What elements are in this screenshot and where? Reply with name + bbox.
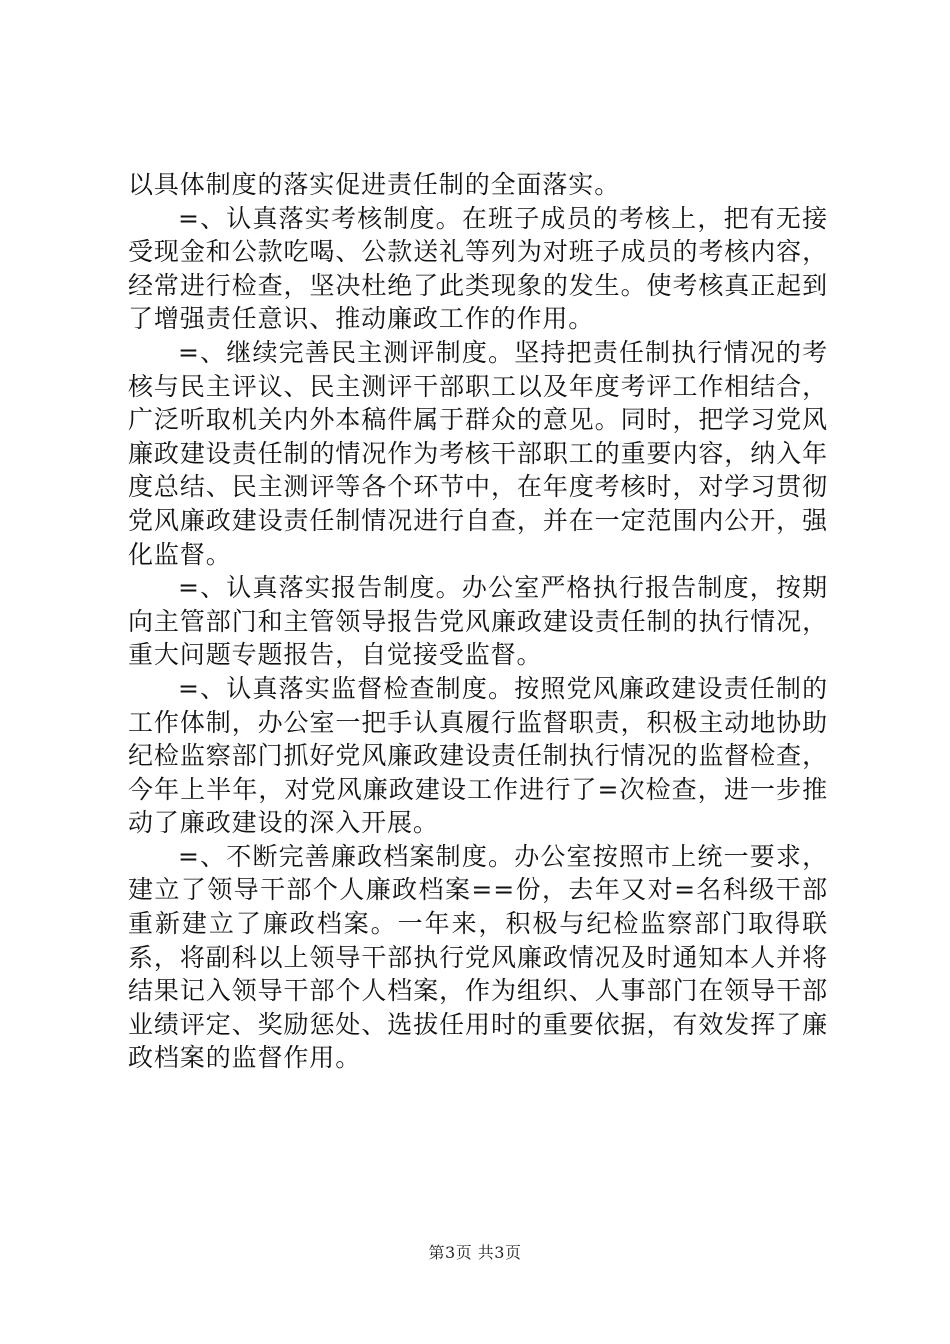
paragraph-supervision-inspection: =、认真落实监督检查制度。按照党风廉政建设责任制的工作体制，办公室一把手认真履行监督职责，积极主动地协助纪检监察部门抓好党风廉政建设责任制执行情况的监督检查，今年上半年，对党风廉政建设工作进行了=次检查，进一步推动了廉政建设的深入开展。 — [128, 673, 828, 838]
page-footer: 第3页 共3页 — [428, 1243, 522, 1262]
document-body — [128, 168, 828, 1075]
paragraph-integrity-archive: =、不断完善廉政档案制度。办公室按照市上统一要求，建立了领导干部个人廉政档案==份，去年又对=名科级干部重新建立了廉政档案。一年来，积极与纪检监察部门取得联系，将副科以上领导干部执行党风廉政情况及时通知本人并将结果记入领导干部个人档案，作为组织、人事部门在领导干部业绩评定、奖励惩处、选拔任用时的重要依据，有效发挥了廉政档案的监督作用。 — [128, 841, 828, 1073]
paragraph-democratic-evaluation: =、继续完善民主测评制度。坚持把责任制执行情况的考核与民主评议、民主测评干部职工以及年度考评工作相结合，广泛听取机关内外本稿件属于群众的意见。同时，把学习党风廉政建设责任制的情况作为考核干部职工的重要内容，纳入年度总结、民主测评等各个环节中，在年度考核时，对学习贯彻党风廉政建设责任制情况进行自查，并在一定范围内公开，强化监督。 — [128, 337, 828, 569]
paragraph-continuation: 以具体制度的落实促进责任制的全面落实。 — [128, 170, 621, 199]
paragraph-report-system: =、认真落实报告制度。办公室严格执行报告制度，按期向主管部门和主管领导报告党风廉政建设责任制的执行情况，重大问题专题报告，自觉接受监督。 — [128, 573, 828, 670]
paragraph-assessment-system: =、认真落实考核制度。在班子成员的考核上，把有无接受现金和公款吃喝、公款送礼等列为对班子成员的考核内容，经常进行检查，坚决杜绝了此类现象的发生。使考核真正起到了增强责任意识、推动廉政工作的作用。 — [128, 203, 828, 334]
